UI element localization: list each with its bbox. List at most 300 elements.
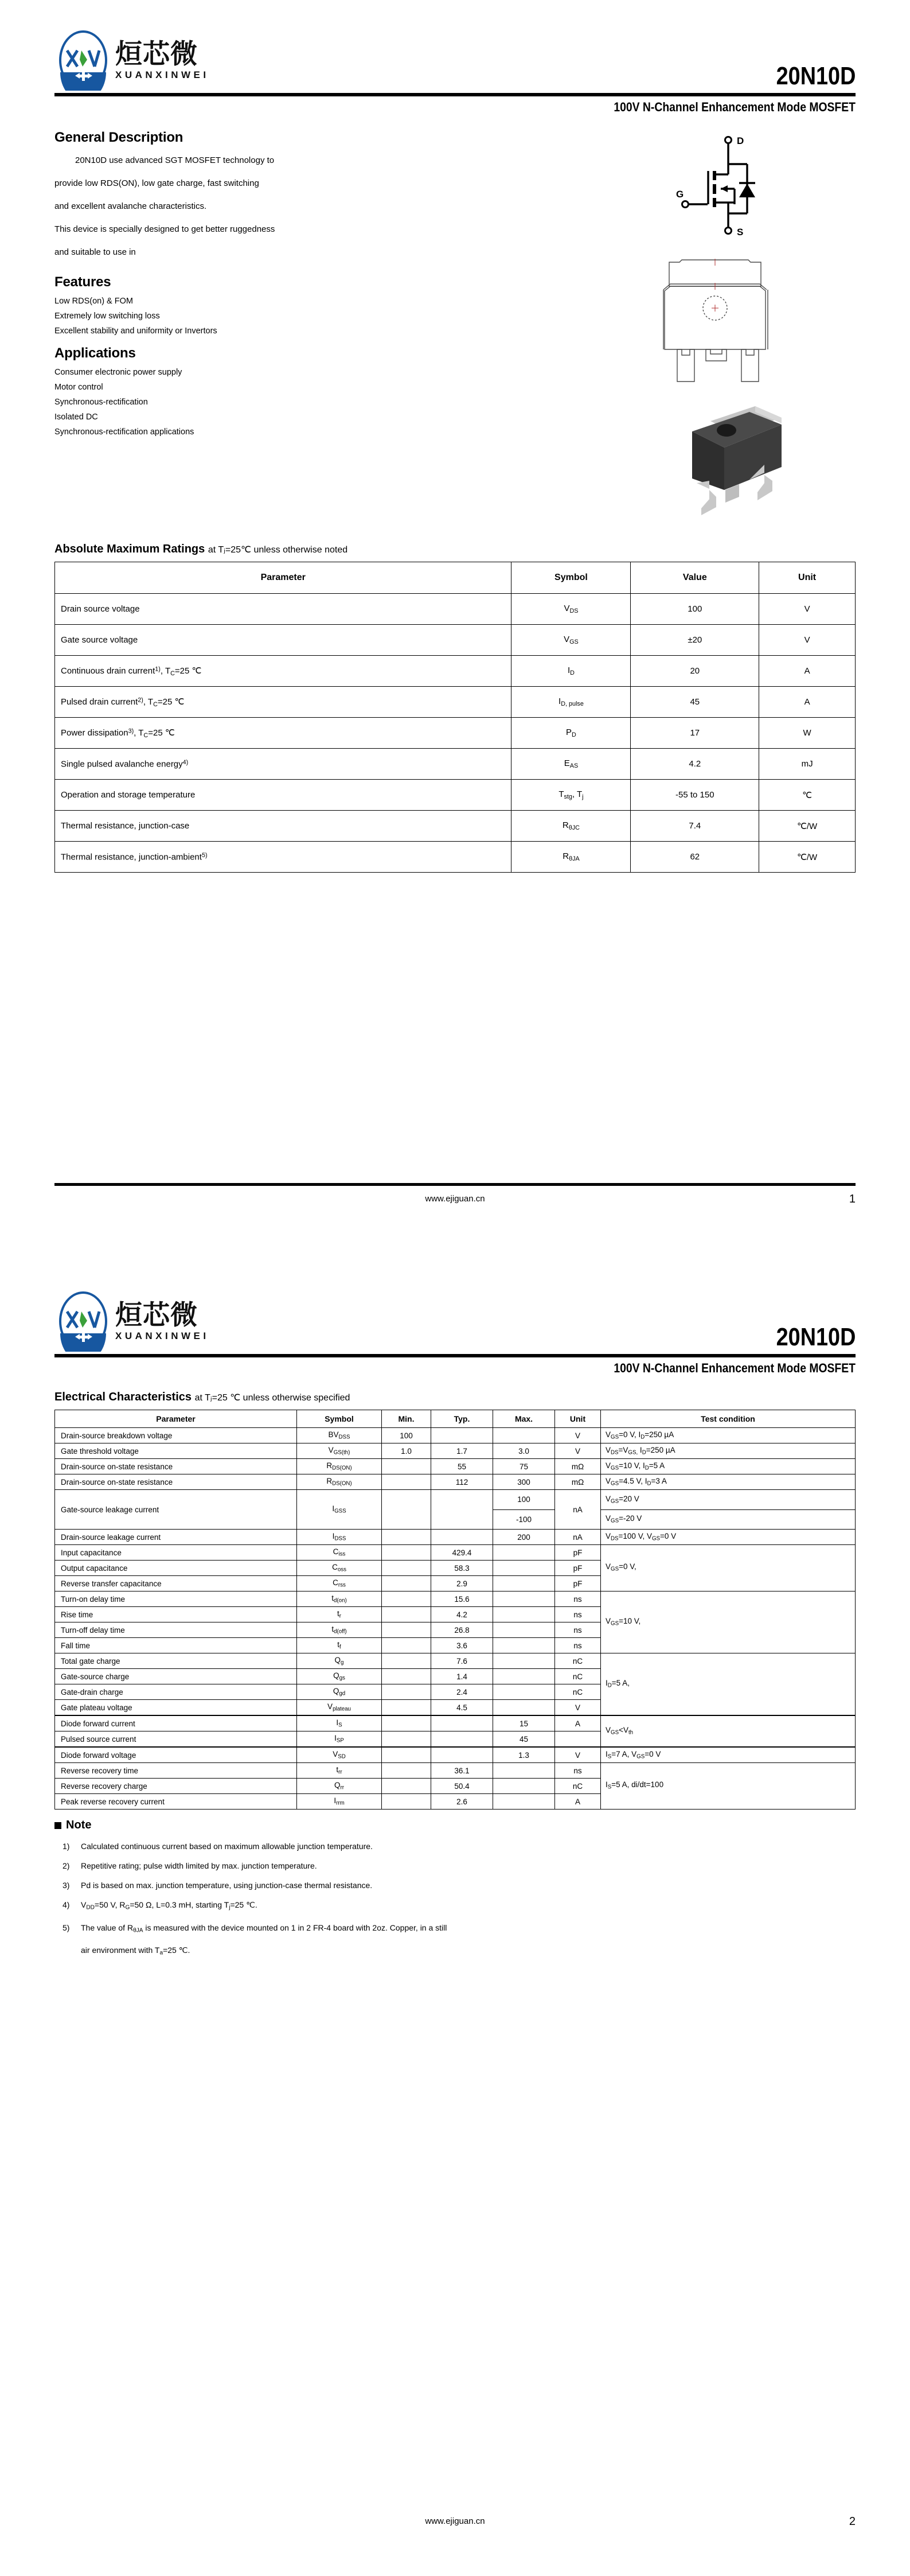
ec-cell-typ: 2.9 [431, 1576, 493, 1591]
logo-chinese-name: 烜芯微 [115, 1299, 198, 1331]
ec-cell-unit: ns [555, 1591, 601, 1607]
ec-cell-max [493, 1653, 555, 1669]
ec-cell-symbol: $I_S$ [297, 1715, 382, 1731]
ec-cell-min [382, 1669, 431, 1684]
ec-cell-symbol: $C_{oss}$ [297, 1561, 382, 1576]
svg-text:G: G [676, 189, 684, 200]
ec-cell-max: 75 [493, 1459, 555, 1474]
list-item [54, 1836, 856, 1856]
amr-col-value: Value [631, 562, 759, 594]
ec-cell-min [382, 1700, 431, 1716]
table-row [55, 1530, 856, 1545]
ec-cell-symbol: $I_{GSS}$ [297, 1490, 382, 1530]
page1-header [0, 0, 910, 115]
xxw-logo-icon [54, 30, 112, 91]
ec-cell-min [382, 1459, 431, 1474]
amr-cell-value: 20 [631, 656, 759, 687]
to252-outline-icon [646, 258, 790, 390]
ec-cell-unit: mΩ [555, 1474, 601, 1490]
ec-cell-min [382, 1622, 431, 1638]
ec-cell-min [382, 1794, 431, 1810]
ec-cell-symbol: $V_{SD}$ [297, 1747, 382, 1763]
ec-cell-max: 200 [493, 1530, 555, 1545]
gd-line-4: and suitable to use in [54, 247, 136, 257]
amr-cell-symbol: $P_D$ [511, 718, 631, 749]
ec-cell-unit: ns [555, 1763, 601, 1779]
ec-cell-symbol: $V_{plateau}$ [297, 1700, 382, 1716]
note-text: Pd is based on max. junction temperature, using junction-case thermal resistance. [81, 1881, 373, 1890]
ec-cell-max [493, 1561, 555, 1576]
ec-cell-test-condition: $V_{DS}=V_{GS,}$ $I_D=250$ µA [601, 1443, 856, 1459]
ec-cell-typ: 1.4 [431, 1669, 493, 1684]
amr-cell-parameter: Power dissipation$^{3)}$, $T_C=25$ ℃ [55, 718, 511, 749]
amr-cell-symbol: $V_{GS}$ [511, 625, 631, 656]
ec-cell-symbol: $BV_{DSS}$ [297, 1428, 382, 1443]
list-item: Synchronous-rectification [54, 398, 148, 407]
table-row [55, 594, 856, 625]
ec-cell-max: -100 [493, 1509, 555, 1530]
ec-cell-parameter: Gate plateau voltage [55, 1700, 297, 1716]
ec-col-typ: Typ. [431, 1410, 493, 1428]
ec-cell-min [382, 1490, 431, 1530]
amr-cell-value: 4.2 [631, 749, 759, 780]
ec-cell-parameter: Fall time [55, 1638, 297, 1653]
ec-cell-parameter: Diode forward current [55, 1715, 297, 1731]
amr-cell-symbol: $I_{D, pulse}$ [511, 687, 631, 718]
ec-cell-parameter: Gate-drain charge [55, 1684, 297, 1700]
list-item [54, 1875, 856, 1895]
notes-heading: Note [66, 1819, 92, 1831]
ec-cell-unit: V [555, 1700, 601, 1716]
list-item: Consumer electronic power supply [54, 368, 182, 377]
ec-cell-min [382, 1779, 431, 1794]
amr-cell-unit: mJ [759, 749, 856, 780]
ec-cell-unit: pF [555, 1545, 601, 1561]
ec-col-parameter: Parameter [55, 1410, 297, 1428]
ec-cell-max [493, 1700, 555, 1716]
package-outline-drawing [646, 258, 876, 392]
amr-cell-symbol: $R_{\theta JA}$ [511, 842, 631, 873]
ec-cell-test-condition: $V_{GS}=4.5$ V, $I_D=3$ A [601, 1474, 856, 1490]
table-row [55, 811, 856, 842]
header-divider [54, 93, 856, 96]
amr-cell-symbol: $E_{AS}$ [511, 749, 631, 780]
amr-title: Absolute Maximum Ratings [54, 543, 205, 555]
ec-col-min: Min. [382, 1410, 431, 1428]
ec-col-test-condition: Test condition [601, 1410, 856, 1428]
ec-cell-test-condition: $V_{GS}<V_{th}$ [601, 1715, 856, 1747]
ec-cell-symbol: $Q_{rr}$ [297, 1779, 382, 1794]
page-number: 1 [849, 1193, 856, 1205]
ec-cell-unit: A [555, 1715, 601, 1731]
table-row [55, 1545, 856, 1561]
amr-cell-unit: ℃/W [759, 842, 856, 873]
company-logo [54, 30, 209, 91]
amr-cell-value: 62 [631, 842, 759, 873]
ec-cell-typ: 3.6 [431, 1638, 493, 1653]
ec-cell-max: 15 [493, 1715, 555, 1731]
ec-cell-unit: pF [555, 1561, 601, 1576]
list-item: Isolated DC [54, 413, 98, 422]
ec-cell-min [382, 1763, 431, 1779]
note-number: 1) [63, 1842, 70, 1851]
page-1 [0, 0, 910, 1251]
amr-condition: at Tⱼ=25℃ unless otherwise noted [208, 545, 348, 555]
ec-cell-test-condition: $V_{GS}=-20$ V [601, 1509, 856, 1530]
amr-cell-symbol: $I_D$ [511, 656, 631, 687]
absolute-maximum-ratings-section [54, 543, 856, 873]
ec-cell-unit: nA [555, 1490, 601, 1530]
page-title: 20N10D [776, 1323, 856, 1351]
ec-cell-min [382, 1561, 431, 1576]
to252-photo-icon [669, 398, 801, 519]
ec-cell-parameter: Diode forward voltage [55, 1747, 297, 1763]
ec-cell-typ: 55 [431, 1459, 493, 1474]
ec-cell-unit: ns [555, 1607, 601, 1622]
amr-cell-unit: ℃/W [759, 811, 856, 842]
svg-text:S: S [737, 227, 744, 238]
ec-cell-parameter: Gate-source charge [55, 1669, 297, 1684]
note-text: $V_{DD}=50$ V, $R_G=50$ Ω, L=0.3 mH, starting $T_j=25$ ℃. [81, 1900, 257, 1911]
ec-cell-min [382, 1638, 431, 1653]
amr-cell-value: 7.4 [631, 811, 759, 842]
square-bullet-icon [54, 1822, 61, 1829]
table-row [55, 1428, 856, 1443]
amr-cell-value: ±20 [631, 625, 759, 656]
table-row [55, 1474, 856, 1490]
list-item: Motor control [54, 383, 103, 392]
ec-cell-max: 3.0 [493, 1443, 555, 1459]
ec-col-symbol: Symbol [297, 1410, 382, 1428]
ec-cell-symbol: $t_f$ [297, 1638, 382, 1653]
list-item [54, 1940, 856, 1963]
amr-cell-parameter: Drain source voltage [55, 594, 511, 625]
table-row [55, 625, 856, 656]
ec-cell-symbol: $t_{d(on)}$ [297, 1591, 382, 1607]
ec-cell-parameter: Gate threshold voltage [55, 1443, 297, 1459]
general-description-heading: General Description [54, 130, 183, 145]
ec-cell-max: 1.3 [493, 1747, 555, 1763]
amr-col-symbol: Symbol [511, 562, 631, 594]
page2-header [0, 1251, 910, 1376]
ec-cell-unit: ns [555, 1622, 601, 1638]
ec-cell-typ: 26.8 [431, 1622, 493, 1638]
gd-line-2: and excellent avalanche characteristics. [54, 201, 207, 211]
ec-cell-test-condition: $V_{GS}=10$ V, [601, 1591, 856, 1653]
amr-cell-unit: V [759, 594, 856, 625]
ec-cell-min [382, 1607, 431, 1622]
ec-cell-min [382, 1591, 431, 1607]
ec-cell-max [493, 1763, 555, 1779]
ec-cell-unit: V [555, 1428, 601, 1443]
ec-cell-typ [431, 1428, 493, 1443]
page2-footer [54, 2508, 856, 2535]
ec-col-unit: Unit [555, 1410, 601, 1428]
ec-cell-parameter: Drain-source breakdown voltage [55, 1428, 297, 1443]
ec-cell-min: 100 [382, 1428, 431, 1443]
amr-cell-symbol: $T_{stg}$, $T_j$ [511, 780, 631, 811]
table-row [55, 1715, 856, 1731]
ec-cell-typ: 50.4 [431, 1779, 493, 1794]
ec-cell-unit: nC [555, 1653, 601, 1669]
ec-cell-min [382, 1715, 431, 1731]
ec-cell-max [493, 1669, 555, 1684]
list-item: Extremely low switching loss [54, 312, 160, 321]
ec-cell-test-condition: $V_{GS}=0$ V, $I_D=250$ µA [601, 1428, 856, 1443]
ec-cell-test-condition: $V_{GS}=10$ V, $I_D=5$ A [601, 1459, 856, 1474]
ec-cell-test-condition: $V_{DS}=100$ V, $V_{GS}=0$ V [601, 1530, 856, 1545]
ec-cell-symbol: $t_{rr}$ [297, 1763, 382, 1779]
ec-cell-symbol: $t_{d(off)}$ [297, 1622, 382, 1638]
ec-cell-typ: 15.6 [431, 1591, 493, 1607]
amr-col-unit: Unit [759, 562, 856, 594]
amr-cell-unit: A [759, 687, 856, 718]
ec-cell-unit: A [555, 1794, 601, 1810]
list-item: Excellent stability and uniformity or Invertors [54, 326, 217, 336]
table-row [55, 656, 856, 687]
ec-cell-max: 300 [493, 1474, 555, 1490]
amr-caption [54, 543, 856, 556]
page2-body [0, 1391, 910, 1963]
ec-cell-parameter: Pulsed source current [55, 1731, 297, 1748]
ec-cell-symbol: $R_{DS(ON)}$ [297, 1459, 382, 1474]
ec-cell-typ: 2.6 [431, 1794, 493, 1810]
table-row [55, 1763, 856, 1779]
amr-cell-parameter: Thermal resistance, junction-ambient$^{5)}$ [55, 842, 511, 873]
ec-cell-symbol: $R_{DS(ON)}$ [297, 1474, 382, 1490]
table-row [55, 1443, 856, 1459]
ec-cell-typ [431, 1715, 493, 1731]
ec-cell-max [493, 1428, 555, 1443]
general-description-text [54, 149, 421, 264]
logo-english-name: XUANXINWEI [115, 1330, 209, 1341]
ec-cell-test-condition: $V_{GS}=0$ V, [601, 1545, 856, 1591]
page1-footer [54, 1183, 856, 1212]
ec-cell-parameter: Peak reverse recovery current [55, 1794, 297, 1810]
applications-heading: Applications [54, 345, 136, 361]
ec-cell-min: 1.0 [382, 1443, 431, 1459]
mosfet-schematic-icon [663, 130, 772, 250]
ec-cell-parameter: Drain-source on-state resistance [55, 1459, 297, 1474]
ec-cell-unit [555, 1731, 601, 1748]
ec-cell-test-condition: $V_{GS}=20$ V [601, 1490, 856, 1510]
table-row [55, 1459, 856, 1474]
ec-cell-test-condition: $I_S=5$ A, di/dt=100 [601, 1763, 856, 1810]
ec-cell-typ: 2.4 [431, 1684, 493, 1700]
ec-cell-test-condition: $I_S=7$ A, $V_{GS}=0$ V [601, 1747, 856, 1763]
ec-cell-typ [431, 1530, 493, 1545]
ec-cell-typ [431, 1490, 493, 1530]
table-header-row [55, 562, 856, 594]
table-row [55, 1591, 856, 1607]
ec-cell-typ: 429.4 [431, 1545, 493, 1561]
ec-cell-symbol: $I_{rrm}$ [297, 1794, 382, 1810]
ec-cell-min [382, 1474, 431, 1490]
list-item: Low RDS(on) & FOM [54, 297, 133, 306]
note-text: The value of $R_{\theta JA}$ is measured with the device mounted on 1 in 2 FR-4 board with 2oz. Copper, in a still [81, 1923, 447, 1934]
page1-body [0, 130, 910, 873]
amr-cell-parameter: Pulsed drain current$^{2)}$, $T_C=25$ ℃ [55, 687, 511, 718]
ec-cell-parameter: Turn-on delay time [55, 1591, 297, 1607]
device-graphics [629, 130, 876, 522]
amr-cell-value: 100 [631, 594, 759, 625]
absolute-maximum-ratings-table [54, 562, 856, 873]
gd-line-3: This device is specially designed to get better ruggedness [54, 224, 275, 234]
ec-cell-typ: 7.6 [431, 1653, 493, 1669]
ec-cell-symbol: $V_{GS(th)}$ [297, 1443, 382, 1459]
ec-cell-test-condition: $I_D=5$ A, [601, 1653, 856, 1716]
ec-title: Electrical Characteristics [54, 1391, 192, 1403]
ec-cell-unit: nC [555, 1779, 601, 1794]
ec-cell-max [493, 1591, 555, 1607]
header-divider [54, 1354, 856, 1357]
amr-cell-parameter: Single pulsed avalanche energy$^{4)}$ [55, 749, 511, 780]
amr-cell-parameter: Thermal resistance, junction-case [55, 811, 511, 842]
note-number: 5) [63, 1923, 70, 1932]
amr-cell-parameter: Operation and storage temperature [55, 780, 511, 811]
footer-url[interactable]: www.ejiguan.cn [425, 2516, 485, 2526]
xxw-logo-icon [54, 1291, 112, 1352]
ec-cell-typ [431, 1731, 493, 1748]
ec-cell-typ: 1.7 [431, 1443, 493, 1459]
ec-cell-parameter: Output capacitance [55, 1561, 297, 1576]
ec-cell-min [382, 1545, 431, 1561]
ec-cell-typ: 4.5 [431, 1700, 493, 1716]
ec-cell-typ: 36.1 [431, 1763, 493, 1779]
note-number: 4) [63, 1900, 70, 1909]
amr-cell-value: 17 [631, 718, 759, 749]
ec-cell-typ: 112 [431, 1474, 493, 1490]
page-number: 2 [849, 2515, 856, 2528]
ec-cell-parameter: Turn-off delay time [55, 1622, 297, 1638]
ec-cell-symbol: $Q_{gs}$ [297, 1669, 382, 1684]
ec-condition: at Tⱼ=25 ℃ unless otherwise specified [194, 1393, 350, 1403]
features-heading: Features [54, 274, 111, 290]
ec-cell-parameter: Input capacitance [55, 1545, 297, 1561]
ec-cell-parameter: Drain-source leakage current [55, 1530, 297, 1545]
ec-cell-symbol: $Q_{gd}$ [297, 1684, 382, 1700]
table-row [55, 1490, 856, 1510]
note-text: Repetitive rating; pulse width limited by max. junction temperature. [81, 1861, 317, 1870]
list-item [54, 1895, 856, 1918]
notes-list [54, 1836, 856, 1963]
amr-cell-unit: A [759, 656, 856, 687]
page-title: 20N10D [776, 62, 856, 90]
ec-cell-min [382, 1684, 431, 1700]
ec-cell-parameter: Reverse recovery time [55, 1763, 297, 1779]
ec-cell-unit: pF [555, 1576, 601, 1591]
mosfet-symbol-diagram [663, 130, 876, 253]
ec-cell-max [493, 1779, 555, 1794]
ec-cell-max [493, 1638, 555, 1653]
gd-line-1: provide low RDS(ON), low gate charge, fast switching [54, 178, 259, 188]
note-text: Calculated continuous current based on maximum allowable junction temperature. [81, 1842, 373, 1851]
ec-cell-max [493, 1622, 555, 1638]
ec-caption [54, 1391, 856, 1404]
note-number: 3) [63, 1881, 70, 1890]
ec-cell-parameter: Total gate charge [55, 1653, 297, 1669]
amr-cell-symbol: $V_{DS}$ [511, 594, 631, 625]
ec-col-max: Max. [493, 1410, 555, 1428]
ec-cell-parameter: Rise time [55, 1607, 297, 1622]
amr-cell-unit: W [759, 718, 856, 749]
header-subtitle: 100V N-Channel Enhancement Mode MOSFET [614, 100, 856, 114]
ec-cell-typ: 4.2 [431, 1607, 493, 1622]
svg-text:D: D [737, 135, 744, 146]
footer-url[interactable]: www.ejiguan.cn [425, 1194, 485, 1204]
ec-cell-symbol: $I_{SP}$ [297, 1731, 382, 1748]
ec-cell-max [493, 1545, 555, 1561]
ec-cell-min [382, 1530, 431, 1545]
ec-cell-unit: V [555, 1443, 601, 1459]
ec-cell-max [493, 1607, 555, 1622]
ec-cell-parameter: Gate-source leakage current [55, 1490, 297, 1530]
ec-cell-max [493, 1794, 555, 1810]
table-header-row [55, 1410, 856, 1428]
header-subtitle: 100V N-Channel Enhancement Mode MOSFET [614, 1361, 856, 1375]
table-row [55, 780, 856, 811]
gd-line-0: 20N10D use advanced SGT MOSFET technology to [75, 155, 275, 165]
table-row [55, 718, 856, 749]
note-text: air environment with $T_a=25$ ℃. [81, 1945, 190, 1956]
notes-heading-row [54, 1819, 856, 1832]
amr-cell-value: 45 [631, 687, 759, 718]
electrical-characteristics-table [54, 1410, 856, 1810]
amr-cell-value: -55 to 150 [631, 780, 759, 811]
list-item [54, 1856, 856, 1875]
ec-cell-unit: ns [555, 1638, 601, 1653]
ec-cell-unit: nA [555, 1530, 601, 1545]
ec-cell-typ: 58.3 [431, 1561, 493, 1576]
table-row [55, 842, 856, 873]
ec-cell-min [382, 1653, 431, 1669]
ec-cell-parameter: Reverse transfer capacitance [55, 1576, 297, 1591]
page-2 [0, 1251, 910, 2576]
ec-cell-max: 100 [493, 1490, 555, 1510]
ec-cell-parameter: Reverse recovery charge [55, 1779, 297, 1794]
table-row [55, 1653, 856, 1669]
amr-cell-unit: ℃ [759, 780, 856, 811]
package-photo [669, 398, 876, 522]
logo-english-name: XUANXINWEI [115, 69, 209, 80]
table-row [55, 749, 856, 780]
ec-cell-symbol: $C_{rss}$ [297, 1576, 382, 1591]
ec-cell-unit: nC [555, 1684, 601, 1700]
amr-cell-unit: V [759, 625, 856, 656]
note-number [54, 1940, 81, 1963]
ec-cell-symbol: $I_{DSS}$ [297, 1530, 382, 1545]
ec-cell-max [493, 1576, 555, 1591]
ec-cell-min [382, 1747, 431, 1763]
company-logo [54, 1291, 209, 1352]
amr-cell-symbol: $R_{\theta JC}$ [511, 811, 631, 842]
ec-cell-symbol: $C_{iss}$ [297, 1545, 382, 1561]
logo-chinese-name: 烜芯微 [115, 38, 198, 70]
ec-cell-typ [431, 1747, 493, 1763]
ec-cell-unit: mΩ [555, 1459, 601, 1474]
amr-cell-parameter: Continuous drain current$^{1)}$, $T_C=25$ ℃ [55, 656, 511, 687]
ec-cell-max [493, 1684, 555, 1700]
amr-cell-parameter: Gate source voltage [55, 625, 511, 656]
amr-col-parameter: Parameter [55, 562, 511, 594]
list-item [54, 1918, 856, 1941]
table-row [55, 687, 856, 718]
ec-cell-symbol: $Q_g$ [297, 1653, 382, 1669]
note-number: 2) [63, 1861, 70, 1870]
ec-cell-min [382, 1731, 431, 1748]
ec-cell-parameter: Drain-source on-state resistance [55, 1474, 297, 1490]
table-row [55, 1747, 856, 1763]
